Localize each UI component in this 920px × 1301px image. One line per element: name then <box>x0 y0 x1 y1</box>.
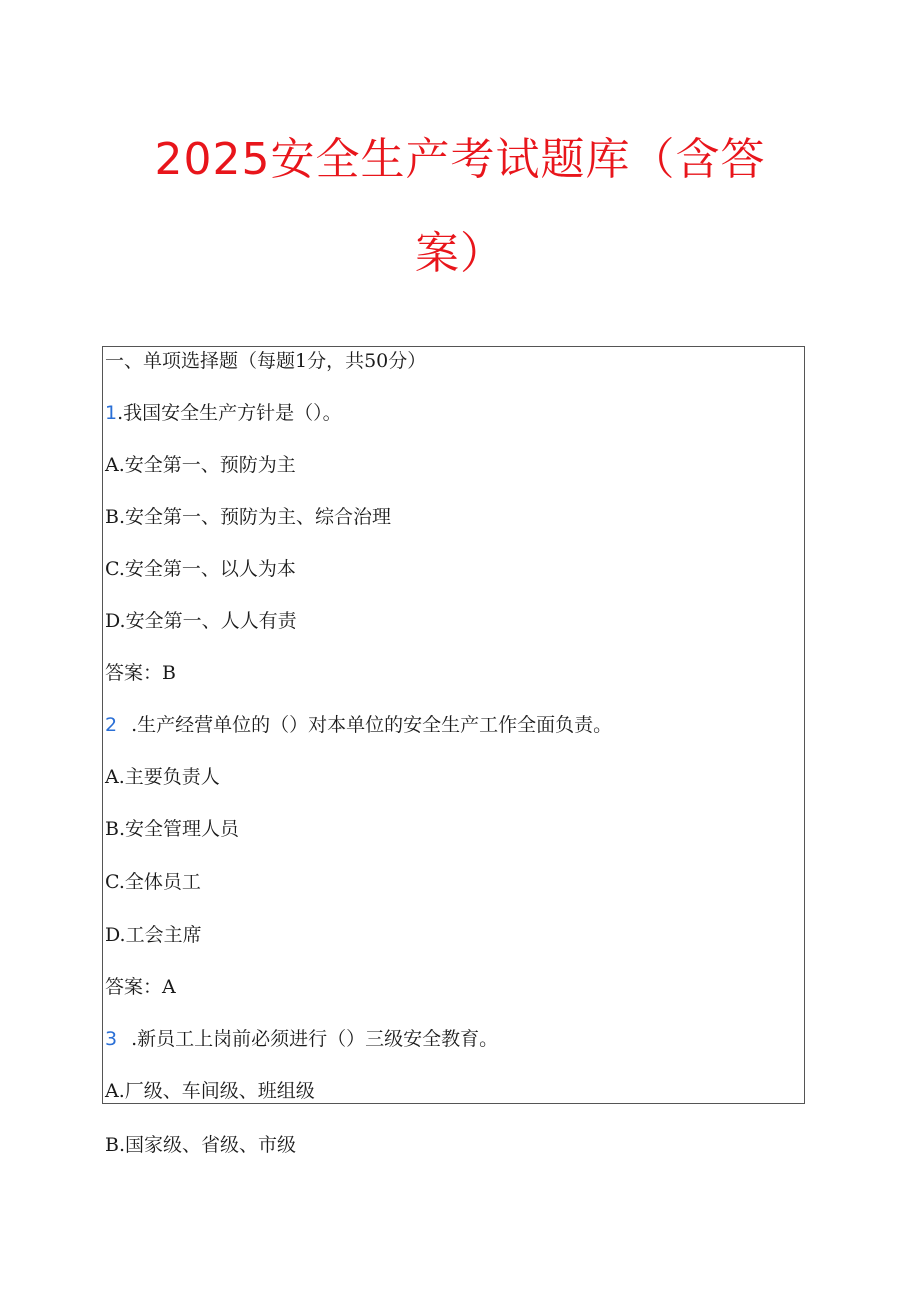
question-2 <box>105 716 612 735</box>
document-title-line-2: 案） <box>415 228 505 279</box>
question-number: 2 <box>105 714 118 736</box>
question-number: 1 <box>105 402 118 424</box>
option-a: A.主要负责人 <box>105 766 220 788</box>
option-a: A.安全第一、预防为主 <box>105 454 296 476</box>
option-a: A.厂级、车间级、班组级 <box>105 1080 315 1102</box>
question-1 <box>105 404 342 423</box>
option-b: B.安全第一、预防为主、综合治理 <box>105 506 392 528</box>
question-number: 3 <box>105 1028 118 1050</box>
answer: 答案：B <box>105 662 176 684</box>
option-b: B.安全管理人员 <box>105 818 240 840</box>
question-stem: .生产经营单位的（）对本单位的安全生产工作全面负责。 <box>131 714 613 736</box>
option-d: D.工会主席 <box>105 924 202 946</box>
option-d: D.安全第一、人人有责 <box>105 610 297 632</box>
document-title-line-1: 2025安全生产考试题库（含答 <box>154 134 766 185</box>
section-heading: 一、单项选择题（每题1分，共50分） <box>105 350 427 372</box>
question-3 <box>105 1030 498 1049</box>
option-c: C.安全第一、以人为本 <box>105 558 296 580</box>
question-stem: .我国安全生产方针是（）。 <box>117 402 342 424</box>
question-stem: .新员工上岗前必须进行（）三级安全教育。 <box>131 1028 499 1050</box>
answer: 答案：A <box>105 976 176 998</box>
option-b: B.国家级、省级、市级 <box>105 1134 297 1156</box>
option-c: C.全体员工 <box>105 871 201 893</box>
